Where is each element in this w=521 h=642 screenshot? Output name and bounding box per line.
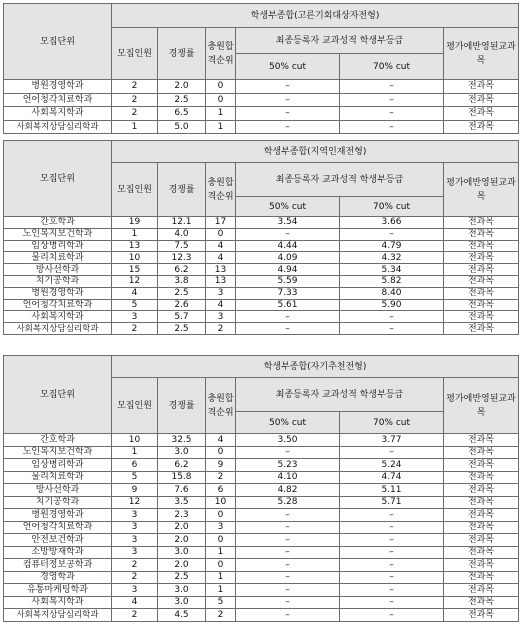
competition-cell: 3.0 — [158, 546, 206, 559]
competition-cell: 12.1 — [158, 217, 206, 229]
cut50-cell: 3.50 — [236, 434, 340, 447]
subjects-cell: 전과목 — [444, 546, 519, 559]
header-reflected-subjects: 평가에반영된교과목 — [444, 163, 519, 217]
subjects-cell: 전과목 — [444, 446, 519, 459]
cut50-cell: 5.23 — [236, 459, 340, 472]
reserve-cell: 2 — [206, 471, 236, 484]
subjects-cell: 전과목 — [444, 228, 519, 240]
cut50-cell: – — [236, 120, 340, 134]
table-body — [4, 217, 519, 335]
header-recruit: 모집인원 — [112, 163, 158, 217]
recruit-cell: 19 — [112, 217, 158, 229]
unit-cell: 병원경영학과 — [4, 80, 112, 94]
subjects-cell: 전과목 — [444, 287, 519, 299]
cut70-cell: – — [340, 311, 444, 323]
subjects-cell: 전과목 — [444, 471, 519, 484]
reserve-cell: 1 — [206, 107, 236, 121]
subjects-cell: 전과목 — [444, 521, 519, 534]
competition-cell: 2.0 — [158, 559, 206, 572]
table-row — [4, 609, 519, 622]
unit-cell: 방사선학과 — [4, 484, 112, 497]
header-reserve: 충원합격순위 — [206, 28, 236, 80]
table-title: 학생부종합(지역인재전형) — [112, 141, 519, 163]
competition-cell: 4.0 — [158, 228, 206, 240]
recruit-cell: 3 — [112, 546, 158, 559]
unit-cell: 병원경영학과 — [4, 287, 112, 299]
header-reserve: 충원합격순위 — [206, 163, 236, 217]
reserve-cell: 3 — [206, 311, 236, 323]
table-row — [4, 521, 519, 534]
reserve-cell: 1 — [206, 584, 236, 597]
competition-cell: 5.0 — [158, 120, 206, 134]
table-row — [4, 534, 519, 547]
header-cut50: 50% cut — [236, 54, 340, 80]
cut70-cell: – — [340, 120, 444, 134]
competition-cell: 2.6 — [158, 299, 206, 311]
unit-cell: 사회복지상담심리학과 — [4, 120, 112, 134]
unit-cell: 물리치료학과 — [4, 471, 112, 484]
table-row — [4, 546, 519, 559]
cut70-cell: 5.34 — [340, 264, 444, 276]
unit-cell: 언어청각치료학과 — [4, 299, 112, 311]
reserve-cell: 13 — [206, 264, 236, 276]
recruit-cell: 9 — [112, 484, 158, 497]
unit-cell: 사회복지학과 — [4, 107, 112, 121]
unit-cell: 소방방재학과 — [4, 546, 112, 559]
cut70-cell: – — [340, 559, 444, 572]
subjects-cell: 전과목 — [444, 571, 519, 584]
reserve-cell: 10 — [206, 496, 236, 509]
table-row — [4, 571, 519, 584]
reserve-cell: 9 — [206, 459, 236, 472]
cut70-cell: – — [340, 80, 444, 94]
table-row — [4, 434, 519, 447]
reserve-cell: 0 — [206, 559, 236, 572]
table-row — [4, 252, 519, 264]
cut70-cell: – — [340, 521, 444, 534]
unit-cell: 경영학과 — [4, 571, 112, 584]
header-competition: 경쟁률 — [158, 163, 206, 217]
recruit-cell: 3 — [112, 534, 158, 547]
competition-cell: 6.2 — [158, 459, 206, 472]
cut70-cell: – — [340, 534, 444, 547]
table-row — [4, 93, 519, 107]
competition-cell: 3.0 — [158, 596, 206, 609]
subjects-cell: 전과목 — [444, 609, 519, 622]
competition-cell: 7.6 — [158, 484, 206, 497]
subjects-cell: 전과목 — [444, 217, 519, 229]
reserve-cell: 17 — [206, 217, 236, 229]
header-cut70: 70% cut — [340, 412, 444, 434]
competition-cell: 2.5 — [158, 323, 206, 335]
table-row — [4, 311, 519, 323]
cut50-cell: – — [236, 546, 340, 559]
header-unit: 모집단위 — [4, 4, 112, 80]
cut70-cell: – — [340, 609, 444, 622]
header-recruit: 모집인원 — [112, 378, 158, 434]
cut70-cell: – — [340, 546, 444, 559]
cut50-cell: – — [236, 311, 340, 323]
cut50-cell: 7.33 — [236, 287, 340, 299]
recruit-cell: 5 — [112, 299, 158, 311]
subjects-cell: 전과목 — [444, 596, 519, 609]
unit-cell: 병원경영학과 — [4, 509, 112, 522]
competition-cell: 4.5 — [158, 609, 206, 622]
reserve-cell: 0 — [206, 509, 236, 522]
cut70-cell: 4.32 — [340, 252, 444, 264]
unit-cell: 사회복지학과 — [4, 311, 112, 323]
competition-cell: 12.3 — [158, 252, 206, 264]
header-recruit: 모집인원 — [112, 28, 158, 80]
subjects-cell: 전과목 — [444, 120, 519, 134]
recruit-cell: 4 — [112, 287, 158, 299]
cut50-cell: – — [236, 559, 340, 572]
table-row — [4, 264, 519, 276]
table-row — [4, 446, 519, 459]
recruit-cell: 6 — [112, 459, 158, 472]
reserve-cell: 2 — [206, 323, 236, 335]
table-row — [4, 287, 519, 299]
table-row — [4, 228, 519, 240]
competition-cell: 15.8 — [158, 471, 206, 484]
recruit-cell: 2 — [112, 323, 158, 335]
table-row — [4, 120, 519, 134]
cut50-cell: – — [236, 80, 340, 94]
recruit-cell: 2 — [112, 80, 158, 94]
table-row — [4, 323, 519, 335]
header-cut70: 70% cut — [340, 54, 444, 80]
unit-cell: 치기공학과 — [4, 496, 112, 509]
reserve-cell: 4 — [206, 240, 236, 252]
subjects-cell: 전과목 — [444, 559, 519, 572]
reserve-cell: 3 — [206, 521, 236, 534]
unit-cell: 임상병리학과 — [4, 240, 112, 252]
subjects-cell: 전과목 — [444, 275, 519, 287]
reserve-cell: 3 — [206, 287, 236, 299]
cut50-cell: – — [236, 609, 340, 622]
recruit-cell: 1 — [112, 120, 158, 134]
cut70-cell: 4.79 — [340, 240, 444, 252]
subjects-cell: 전과목 — [444, 584, 519, 597]
recruit-cell: 1 — [112, 446, 158, 459]
unit-cell: 간호학과 — [4, 434, 112, 447]
cut70-cell: 5.90 — [340, 299, 444, 311]
reserve-cell: 1 — [206, 546, 236, 559]
cut50-cell: – — [236, 521, 340, 534]
reserve-cell: 4 — [206, 252, 236, 264]
competition-cell: 6.5 — [158, 107, 206, 121]
cut50-cell: – — [236, 596, 340, 609]
table-row — [4, 240, 519, 252]
subjects-cell: 전과목 — [444, 93, 519, 107]
header-unit: 모집단위 — [4, 141, 112, 217]
table-row — [4, 484, 519, 497]
cut70-cell: – — [340, 571, 444, 584]
recruit-cell: 10 — [112, 252, 158, 264]
header-reflected-subjects: 평가에반영된교과목 — [444, 378, 519, 434]
subjects-cell: 전과목 — [444, 496, 519, 509]
subjects-cell: 전과목 — [444, 484, 519, 497]
recruit-cell: 13 — [112, 240, 158, 252]
table-body — [4, 80, 519, 134]
subjects-cell: 전과목 — [444, 299, 519, 311]
header-grade-group: 최종등록자 교과성적 학생부등급 — [236, 378, 444, 412]
table-title: 학생부종합(자기추천전형) — [112, 356, 519, 378]
header-competition: 경쟁률 — [158, 28, 206, 80]
subjects-cell: 전과목 — [444, 311, 519, 323]
cut50-cell: – — [236, 571, 340, 584]
reserve-cell: 6 — [206, 484, 236, 497]
recruit-cell: 4 — [112, 596, 158, 609]
reserve-cell: 4 — [206, 299, 236, 311]
recruit-cell: 3 — [112, 584, 158, 597]
cut70-cell: 5.82 — [340, 275, 444, 287]
cut50-cell: 4.82 — [236, 484, 340, 497]
subjects-cell: 전과목 — [444, 107, 519, 121]
reserve-cell: 4 — [206, 434, 236, 447]
cut50-cell: 4.44 — [236, 240, 340, 252]
reserve-cell: 0 — [206, 534, 236, 547]
cut50-cell: – — [236, 584, 340, 597]
recruit-cell: 10 — [112, 434, 158, 447]
recruit-cell: 3 — [112, 521, 158, 534]
cut70-cell: – — [340, 107, 444, 121]
unit-cell: 컴퓨터정보공학과 — [4, 559, 112, 572]
unit-cell: 노인복지보건학과 — [4, 228, 112, 240]
cut50-cell: – — [236, 228, 340, 240]
recruit-cell: 12 — [112, 275, 158, 287]
competition-cell: 5.7 — [158, 311, 206, 323]
table-body — [4, 434, 519, 622]
reserve-cell: 13 — [206, 275, 236, 287]
competition-cell: 2.5 — [158, 93, 206, 107]
cut50-cell: – — [236, 93, 340, 107]
cut70-cell: – — [340, 596, 444, 609]
unit-cell: 사회복지상담심리학과 — [4, 323, 112, 335]
cut70-cell: – — [340, 509, 444, 522]
header-grade-group: 최종등록자 교과성적 학생부등급 — [236, 163, 444, 197]
recruit-cell: 2 — [112, 93, 158, 107]
reserve-cell: 2 — [206, 609, 236, 622]
competition-cell: 2.3 — [158, 509, 206, 522]
subjects-cell: 전과목 — [444, 509, 519, 522]
reserve-cell: 0 — [206, 93, 236, 107]
recruit-cell: 2 — [112, 107, 158, 121]
header-reflected-subjects: 평가에반영된교과목 — [444, 28, 519, 80]
cut70-cell: – — [340, 446, 444, 459]
competition-cell: 2.0 — [158, 521, 206, 534]
reserve-cell: 1 — [206, 120, 236, 134]
table-row — [4, 459, 519, 472]
cut70-cell: – — [340, 584, 444, 597]
cut70-cell: 3.66 — [340, 217, 444, 229]
reserve-cell: 1 — [206, 571, 236, 584]
cut70-cell: 5.71 — [340, 496, 444, 509]
competition-cell: 7.5 — [158, 240, 206, 252]
header-competition: 경쟁률 — [158, 378, 206, 434]
header-cut50: 50% cut — [236, 197, 340, 217]
header-cut70: 70% cut — [340, 197, 444, 217]
unit-cell: 임상병리학과 — [4, 459, 112, 472]
competition-cell: 32.5 — [158, 434, 206, 447]
competition-cell: 2.0 — [158, 80, 206, 94]
subjects-cell: 전과목 — [444, 459, 519, 472]
header-grade-group: 최종등록자 교과성적 학생부등급 — [236, 28, 444, 54]
table-row — [4, 496, 519, 509]
recruit-cell: 2 — [112, 609, 158, 622]
cut50-cell: – — [236, 107, 340, 121]
cut70-cell: 8.40 — [340, 287, 444, 299]
cut50-cell: 5.61 — [236, 299, 340, 311]
subjects-cell: 전과목 — [444, 434, 519, 447]
unit-cell: 간호학과 — [4, 217, 112, 229]
cut50-cell: – — [236, 446, 340, 459]
cut70-cell: 4.74 — [340, 471, 444, 484]
recruit-cell: 3 — [112, 509, 158, 522]
recruit-cell: 15 — [112, 264, 158, 276]
header-unit: 모집단위 — [4, 356, 112, 434]
recruit-cell: 3 — [112, 311, 158, 323]
recruit-cell: 5 — [112, 471, 158, 484]
subjects-cell: 전과목 — [444, 240, 519, 252]
unit-cell: 방사선학과 — [4, 264, 112, 276]
table-row — [4, 299, 519, 311]
unit-cell: 물리치료학과 — [4, 252, 112, 264]
reserve-cell: 0 — [206, 228, 236, 240]
admissions-table-regional-talent — [3, 140, 519, 335]
competition-cell: 3.0 — [158, 584, 206, 597]
unit-cell: 언어청각치료학과 — [4, 521, 112, 534]
cut50-cell: – — [236, 534, 340, 547]
table-row — [4, 596, 519, 609]
cut50-cell: 3.54 — [236, 217, 340, 229]
competition-cell: 3.8 — [158, 275, 206, 287]
header-cut50: 50% cut — [236, 412, 340, 434]
competition-cell: 3.0 — [158, 446, 206, 459]
cut50-cell: 5.28 — [236, 496, 340, 509]
reserve-cell: 0 — [206, 446, 236, 459]
table-title: 학생부종합(고른기회대상자전형) — [112, 4, 519, 28]
table-row — [4, 80, 519, 94]
competition-cell: 6.2 — [158, 264, 206, 276]
recruit-cell: 12 — [112, 496, 158, 509]
cut70-cell: 5.11 — [340, 484, 444, 497]
competition-cell: 2.0 — [158, 534, 206, 547]
unit-cell: 사회복지상담심리학과 — [4, 609, 112, 622]
table-row — [4, 107, 519, 121]
table-row — [4, 509, 519, 522]
table-row — [4, 559, 519, 572]
subjects-cell: 전과목 — [444, 323, 519, 335]
recruit-cell: 1 — [112, 228, 158, 240]
unit-cell: 노인복지보건학과 — [4, 446, 112, 459]
cut70-cell: – — [340, 323, 444, 335]
unit-cell: 사회복지학과 — [4, 596, 112, 609]
cut50-cell: – — [236, 509, 340, 522]
reserve-cell: 0 — [206, 80, 236, 94]
cut50-cell: 4.94 — [236, 264, 340, 276]
table-row — [4, 275, 519, 287]
subjects-cell: 전과목 — [444, 264, 519, 276]
header-reserve: 충원합격순위 — [206, 378, 236, 434]
unit-cell: 치기공학과 — [4, 275, 112, 287]
competition-cell: 3.5 — [158, 496, 206, 509]
table-row — [4, 471, 519, 484]
reserve-cell: 5 — [206, 596, 236, 609]
table-row — [4, 217, 519, 229]
cut70-cell: 5.24 — [340, 459, 444, 472]
competition-cell: 2.5 — [158, 571, 206, 584]
admissions-table-equal-opportunity — [3, 3, 519, 134]
cut50-cell: 5.59 — [236, 275, 340, 287]
unit-cell: 유통마케팅학과 — [4, 584, 112, 597]
unit-cell: 안전보건학과 — [4, 534, 112, 547]
subjects-cell: 전과목 — [444, 534, 519, 547]
recruit-cell: 2 — [112, 571, 158, 584]
cut70-cell: – — [340, 93, 444, 107]
cut70-cell: 3.77 — [340, 434, 444, 447]
cut70-cell: – — [340, 228, 444, 240]
cut50-cell: 4.10 — [236, 471, 340, 484]
subjects-cell: 전과목 — [444, 80, 519, 94]
cut50-cell: – — [236, 323, 340, 335]
competition-cell: 2.5 — [158, 287, 206, 299]
cut50-cell: 4.09 — [236, 252, 340, 264]
admissions-table-self-recommendation — [3, 355, 519, 622]
table-row — [4, 584, 519, 597]
recruit-cell: 2 — [112, 559, 158, 572]
unit-cell: 언어청각치료학과 — [4, 93, 112, 107]
subjects-cell: 전과목 — [444, 252, 519, 264]
